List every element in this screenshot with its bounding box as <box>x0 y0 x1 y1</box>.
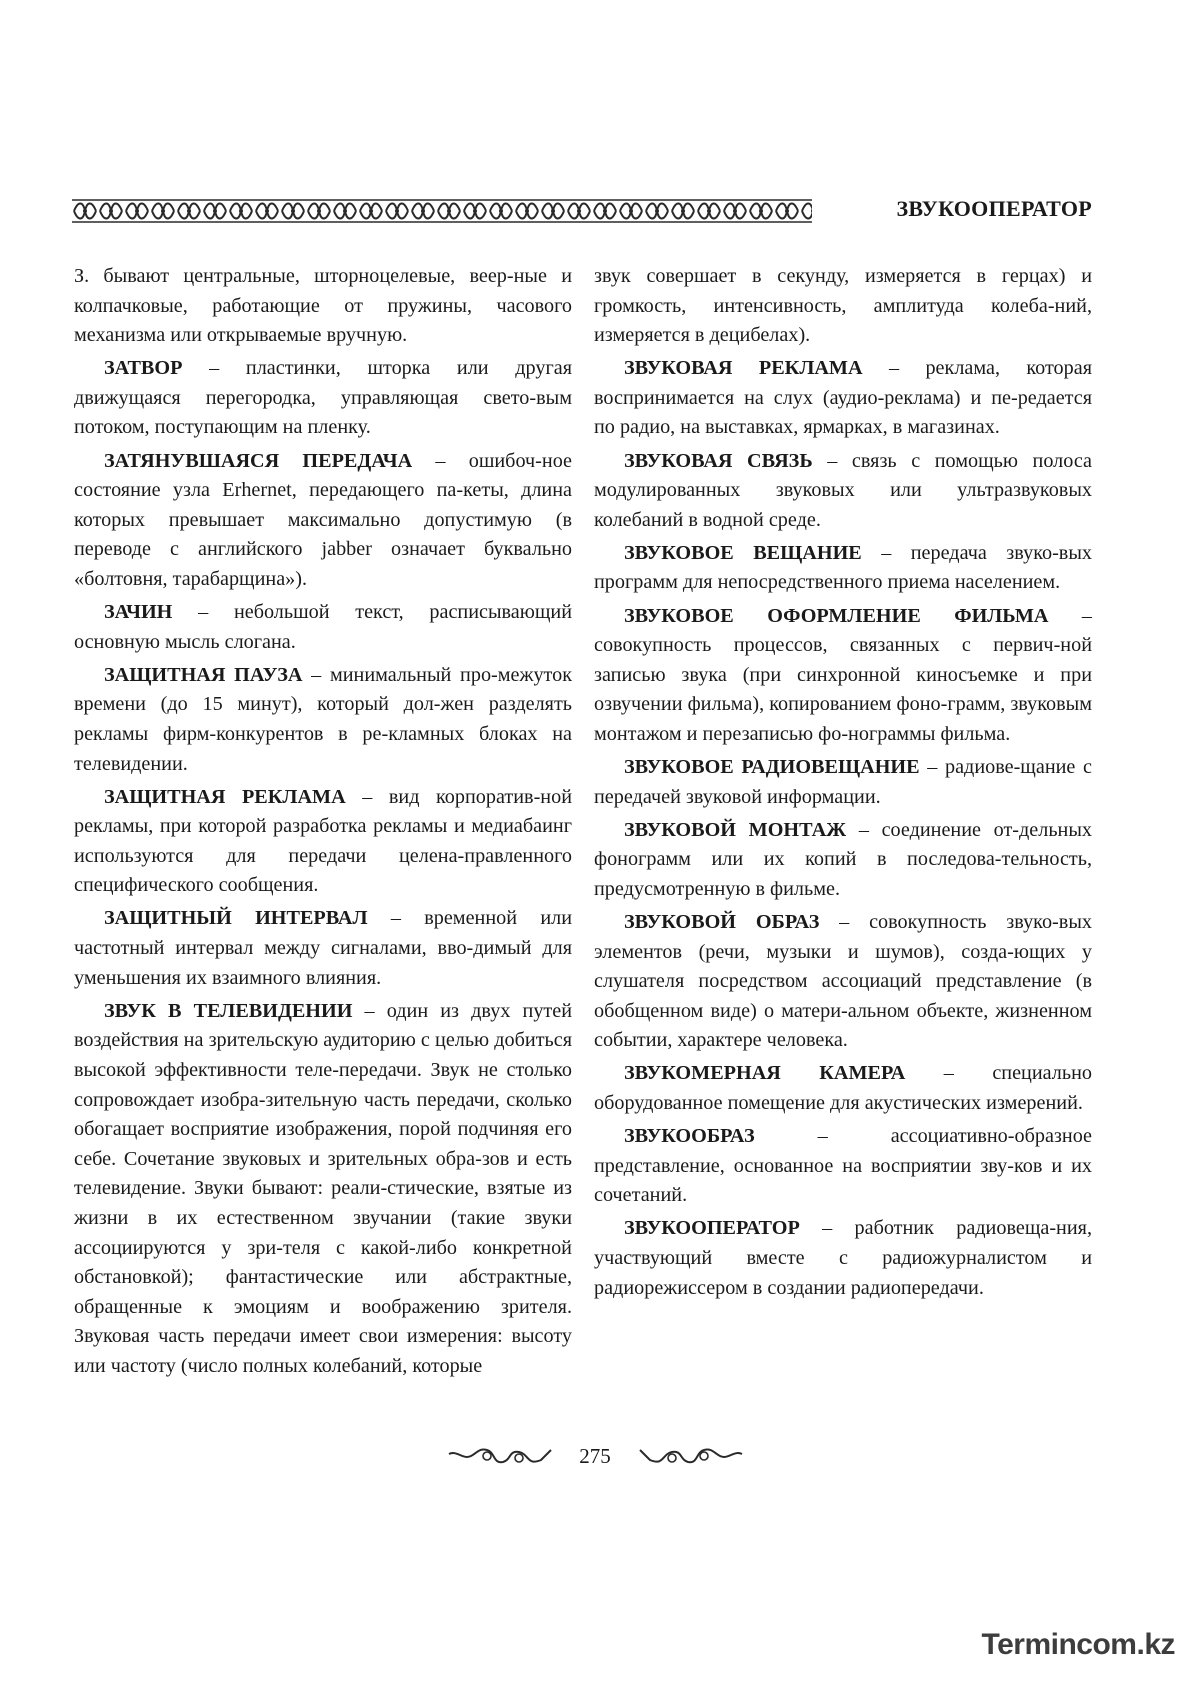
entry-text: – небольшой текст, расписывающий основную мысль слогана. <box>74 601 572 653</box>
entry-paragraph <box>74 354 572 443</box>
entry-text: – реклама, которая воспринимается на слух (аудио-реклама) и пе-редается по радио, на выставках, ярмарках, в магазинах. <box>594 357 1092 439</box>
page-header <box>72 194 1092 230</box>
entry-term: ЗВУКООБРАЗ <box>624 1125 755 1148</box>
entry-term: ЗАЩИТНАЯ ПАУЗА <box>104 663 303 686</box>
entry-paragraph <box>74 262 572 351</box>
left-column <box>74 262 572 1385</box>
entry-text: – совокупность звуко-вых элементов (речи, музыки и шумов), созда-ющих у слушателя посредством ассоциаций представление (в обобщенном виде) о матери-альном объекте, жизненном событии, характере человека. <box>594 910 1092 1052</box>
entry-paragraph <box>594 1122 1092 1211</box>
entry-paragraph <box>594 1214 1092 1303</box>
page-number: 275 <box>579 1444 611 1468</box>
entry-paragraph <box>74 598 572 657</box>
entry-paragraph <box>594 753 1092 812</box>
entry-text: – ассоциативно-образное представление, основанное на восприятии зву-ков и их сочетаний. <box>594 1125 1092 1207</box>
entry-term: ЗАЧИН <box>104 601 173 624</box>
entry-term: ЗВУКОВОЕ ОФОРМЛЕНИЕ ФИЛЬМА <box>624 604 1049 627</box>
running-head: ЗВУКООПЕРАТОР <box>896 196 1092 221</box>
page-footer <box>0 1442 1191 1476</box>
entry-text: – пластинки, шторка или другая движущаяся перегородка, управляющая свето-вым потоком, поступающим на пленку. <box>74 357 572 439</box>
left-flourish-icon <box>445 1442 555 1472</box>
entry-paragraph <box>74 997 572 1382</box>
entry-term: ЗАЩИТНАЯ РЕКЛАМА <box>104 785 346 808</box>
entry-paragraph <box>594 262 1092 351</box>
entry-paragraph <box>594 1059 1092 1118</box>
entry-paragraph <box>74 661 572 779</box>
entry-text: – радиове-щание с передачей звуковой информации. <box>594 756 1092 808</box>
entry-term: ЗВУКОВОЙ МОНТАЖ <box>624 818 847 841</box>
entry-text: – специально оборудованное помещение для акустических измерений. <box>594 1062 1092 1115</box>
entry-text: – связь с помощью полоса модулированных звуковых или ультразвуковых колебаний в водной среде. <box>594 449 1092 531</box>
entry-text: З. бывают центральные, шторноцелевые, веер-ные и колпачковые, работающие от пружины, часового механизма или открываемые вручную. <box>74 265 572 347</box>
entry-text: – передача звуко-вых программ для непосредственного приема населением. <box>594 541 1092 594</box>
entry-term: ЗВУКОВАЯ РЕКЛАМА <box>624 357 863 380</box>
entry-text: – соединение от-дельных фонограмм или их копий в последова-тельность, предусмотренную в фильме. <box>594 818 1092 900</box>
entry-term: ЗВУКОВАЯ СВЯЗЬ <box>624 449 813 472</box>
entry-text: – вид корпоратив-ной рекламы, при которой разработка рекламы и медиабаинг используются для передачи целена-правленного специфического сообщения. <box>74 785 572 897</box>
entry-paragraph <box>74 904 572 993</box>
entry-term: ЗВУК В ТЕЛЕВИДЕНИИ <box>104 999 353 1022</box>
entry-paragraph <box>74 783 572 901</box>
entry-term: ЗВУКОВОЕ РАДИОВЕЩАНИЕ <box>624 756 920 778</box>
entry-paragraph <box>594 908 1092 1056</box>
entry-text: – минимальный про-межуток времени (до 15 минут), который дол-жен разделять рекламы фирм-конкурентов в ре-кламных блоках на телевидении. <box>74 663 572 775</box>
entry-term: ЗВУКООПЕРАТОР <box>624 1217 800 1240</box>
entry-text: – совокупность процессов, связанных с первич-ной записью звука (при синхронной киносъемке и при озвучении фильма), копированием фоно-грамм, звуковым монтажом и перезаписью фо-нограммы фильма. <box>594 604 1092 745</box>
entry-paragraph <box>594 602 1092 750</box>
entry-term: ЗВУКОВОЙ ОБРАЗ <box>624 910 820 933</box>
entry-text: звук совершает в секунду, измеряется в герцах) и громкость, интенсивность, амплитуда колеба-ний, измеряется в децибелах). <box>594 265 1092 347</box>
entry-term: ЗАТЯНУВШАЯСЯ ПЕРЕДАЧА <box>104 449 413 472</box>
right-column <box>594 262 1092 1307</box>
ornament-band-icon <box>72 198 812 224</box>
entry-term: ЗАЩИТНЫЙ ИНТЕРВАЛ <box>104 907 368 930</box>
entry-term: ЗВУКОМЕРНАЯ КАМЕРА <box>624 1062 906 1085</box>
entry-paragraph <box>74 447 572 595</box>
entry-paragraph <box>594 447 1092 536</box>
entry-text: – временной или частотный интервал между сигналами, вво-димый для уменьшения их взаимного влияния. <box>74 907 572 989</box>
entry-paragraph <box>594 539 1092 598</box>
entry-term: ЗВУКОВОЕ ВЕЩАНИЕ <box>624 541 862 564</box>
entry-text: – один из двух путей воздействия на зрительскую аудиторию с целью добиться высокой эффективности теле-передачи. Звук не столько сопровождает изобра-зительную часть передачи, сколько обогащает восприятие изображения, порой подчиняя его себе. Сочетание звуковых и зрительных обра-зов и есть телевидение. Звуки бывают: реали-стические, взятые из жизни в их естественном звучании (такие звуки ассоциируются у зри-теля с какой-либо конкретной обстановкой); фантастические или абстрактные, обращенные к эмоциям и воображению зрителя. Звуковая часть передачи имеет свои измерения: высоту или частоту (число полных колебаний, которые <box>74 999 573 1377</box>
entry-text: – ошибоч-ное состояние узла Erhernet, передающего па-кеты, длина которых превышает максимально допустимую (в переводе с английского jabber означает буквально «болтовня, тарабарщина»). <box>74 449 572 590</box>
watermark-logo: Termincom.kz <box>981 1628 1175 1661</box>
entry-paragraph <box>594 354 1092 443</box>
entry-term: ЗАТВОР <box>104 357 183 380</box>
entry-paragraph <box>594 816 1092 905</box>
right-flourish-icon <box>636 1442 746 1472</box>
entry-text: – работник радиовеща-ния, участвующий вместе с радиожурналистом и радиорежиссером в создании радиопередачи. <box>594 1217 1092 1299</box>
